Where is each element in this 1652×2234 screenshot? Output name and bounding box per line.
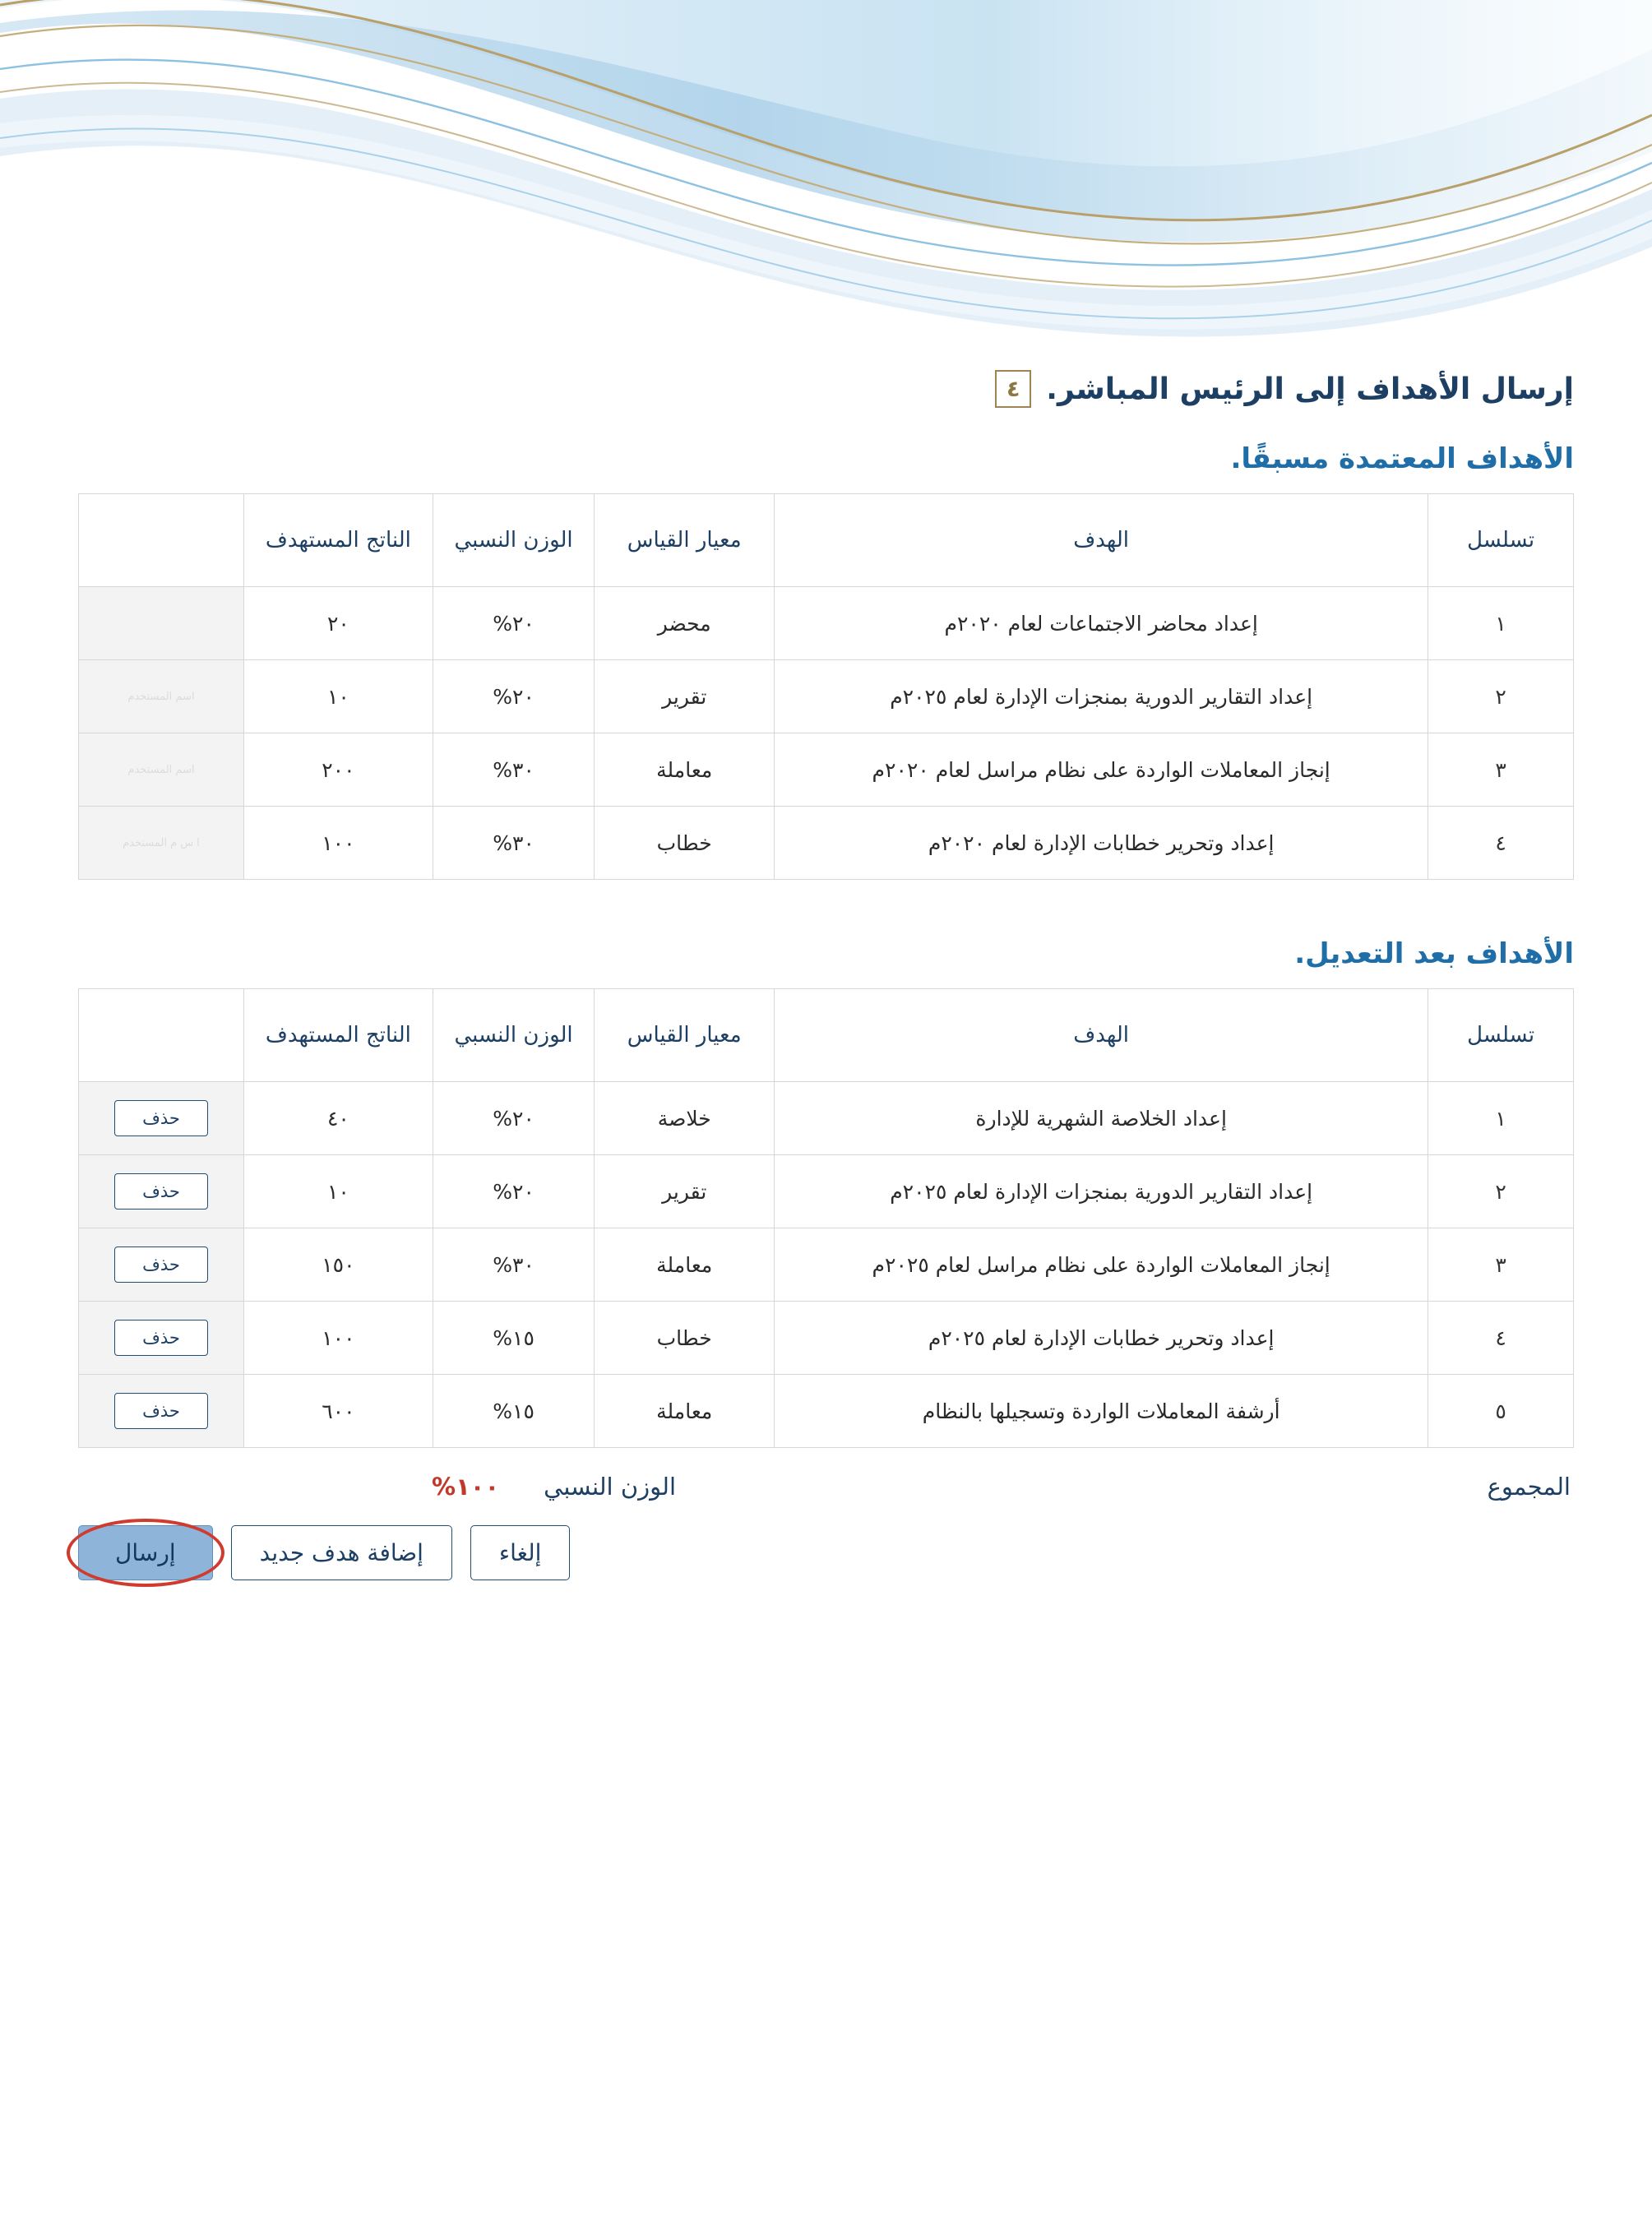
cancel-button[interactable]: إلغاء (470, 1525, 571, 1580)
cell-seq: ٤ (1428, 807, 1574, 880)
edited-goals-title: الأهداف بعد التعديل. (1294, 937, 1574, 970)
column-header-action (79, 989, 244, 1082)
cell-target: ١٠٠ (244, 807, 433, 880)
table-row (79, 733, 1574, 807)
column-header-goal: الهدف (775, 494, 1428, 587)
section-header (78, 370, 1574, 408)
table-row (79, 660, 1574, 733)
header-decoration (0, 0, 1652, 362)
section-number-badge: ٤ (995, 370, 1031, 408)
table-row (79, 1375, 1574, 1448)
delete-row-button[interactable]: حذف (114, 1320, 208, 1356)
cell-goal: إنجاز المعاملات الواردة على نظام مراسل لعام ٢٠٢٥م (775, 1228, 1428, 1302)
delete-row-button[interactable]: حذف (114, 1393, 208, 1429)
total-label: المجموع (1487, 1473, 1571, 1501)
submit-button-wrapper (78, 1525, 213, 1580)
cell-goal: أرشفة المعاملات الواردة وتسجيلها بالنظام (775, 1375, 1428, 1448)
delete-row-button[interactable]: حذف (114, 1247, 208, 1283)
column-header-unit: معيار القياس (595, 494, 775, 587)
cell-target: ٢٠٠ (244, 733, 433, 807)
cell-goal: إعداد محاضر الاجتماعات لعام ٢٠٢٠م (775, 587, 1428, 660)
cell-weight: ٣٠% (433, 1228, 595, 1302)
submit-button[interactable]: إرسال (78, 1525, 213, 1580)
cell-seq: ١ (1428, 1082, 1574, 1155)
cell-action (79, 1375, 244, 1448)
total-weight-label: الوزن النسبي (544, 1473, 677, 1501)
cell-weight: ٣٠% (433, 733, 595, 807)
cell-action: اسم المستخدم (79, 733, 244, 807)
cell-seq: ١ (1428, 587, 1574, 660)
add-goal-button[interactable]: إضافة هدف جديد (231, 1525, 452, 1580)
cell-goal: إعداد التقارير الدورية بمنجزات الإدارة لعام ٢٠٢٥م (775, 1155, 1428, 1228)
cell-seq: ٢ (1428, 1155, 1574, 1228)
cell-weight: ١٥% (433, 1302, 595, 1375)
cell-action (79, 1228, 244, 1302)
cell-weight: ١٥% (433, 1375, 595, 1448)
cell-unit: تقرير (595, 660, 775, 733)
cell-unit: خطاب (595, 807, 775, 880)
cell-unit: معاملة (595, 1228, 775, 1302)
cell-goal: إنجاز المعاملات الواردة على نظام مراسل لعام ٢٠٢٠م (775, 733, 1428, 807)
cell-weight: ٣٠% (433, 807, 595, 880)
approved-goals-title: الأهداف المعتمدة مسبقًا. (1230, 442, 1574, 475)
form-actions (78, 1525, 1574, 1580)
cell-target: ١٠٠ (244, 1302, 433, 1375)
column-header-unit: معيار القياس (595, 989, 775, 1082)
delete-row-button[interactable]: حذف (114, 1173, 208, 1210)
table-row (79, 1302, 1574, 1375)
cell-seq: ٥ (1428, 1375, 1574, 1448)
cell-weight: ٢٠% (433, 1082, 595, 1155)
cell-weight: ٢٠% (433, 660, 595, 733)
column-header-weight: الوزن النسبي (433, 989, 595, 1082)
column-header-target: الناتج المستهدف (244, 989, 433, 1082)
column-header-target: الناتج المستهدف (244, 494, 433, 587)
cell-target: ٢٠ (244, 587, 433, 660)
cell-action (79, 1302, 244, 1375)
table-row (79, 807, 1574, 880)
cell-seq: ٢ (1428, 660, 1574, 733)
table-row (79, 1228, 1574, 1302)
cell-target: ٤٠ (244, 1082, 433, 1155)
table-row (79, 1082, 1574, 1155)
cell-action (79, 1082, 244, 1155)
column-header-action (79, 494, 244, 587)
approved-goals-table (78, 493, 1574, 880)
cell-action: اسم المستخدم (79, 660, 244, 733)
cell-target: ١٥٠ (244, 1228, 433, 1302)
table-header-row (79, 494, 1574, 587)
table-row (79, 587, 1574, 660)
cell-goal: إعداد الخلاصة الشهرية للإدارة (775, 1082, 1428, 1155)
cell-unit: محضر (595, 587, 775, 660)
total-weight-value: ١٠٠% (432, 1473, 500, 1501)
column-header-goal: الهدف (775, 989, 1428, 1082)
edited-goals-table (78, 988, 1574, 1448)
cell-unit: تقرير (595, 1155, 775, 1228)
cell-goal: إعداد وتحرير خطابات الإدارة لعام ٢٠٢٠م (775, 807, 1428, 880)
delete-row-button[interactable]: حذف (114, 1100, 208, 1136)
cell-seq: ٤ (1428, 1302, 1574, 1375)
cell-action: ا س م المستخدم (79, 807, 244, 880)
cell-action (79, 1155, 244, 1228)
column-header-seq: تسلسل (1428, 989, 1574, 1082)
page-title: إرسال الأهداف إلى الرئيس المباشر. (1046, 372, 1574, 406)
page-content (0, 370, 1652, 1580)
cell-weight: ٢٠% (433, 587, 595, 660)
cell-weight: ٢٠% (433, 1155, 595, 1228)
column-header-seq: تسلسل (1428, 494, 1574, 587)
cell-unit: معاملة (595, 1375, 775, 1448)
totals-row (78, 1473, 1574, 1501)
table-header-row (79, 989, 1574, 1082)
cell-target: ٦٠٠ (244, 1375, 433, 1448)
cell-goal: إعداد التقارير الدورية بمنجزات الإدارة لعام ٢٠٢٥م (775, 660, 1428, 733)
cell-unit: خلاصة (595, 1082, 775, 1155)
column-header-weight: الوزن النسبي (433, 494, 595, 587)
cell-target: ١٠ (244, 1155, 433, 1228)
cell-unit: خطاب (595, 1302, 775, 1375)
table-row (79, 1155, 1574, 1228)
cell-unit: معاملة (595, 733, 775, 807)
cell-seq: ٣ (1428, 1228, 1574, 1302)
cell-target: ١٠ (244, 660, 433, 733)
cell-seq: ٣ (1428, 733, 1574, 807)
cell-action (79, 587, 244, 660)
cell-goal: إعداد وتحرير خطابات الإدارة لعام ٢٠٢٥م (775, 1302, 1428, 1375)
